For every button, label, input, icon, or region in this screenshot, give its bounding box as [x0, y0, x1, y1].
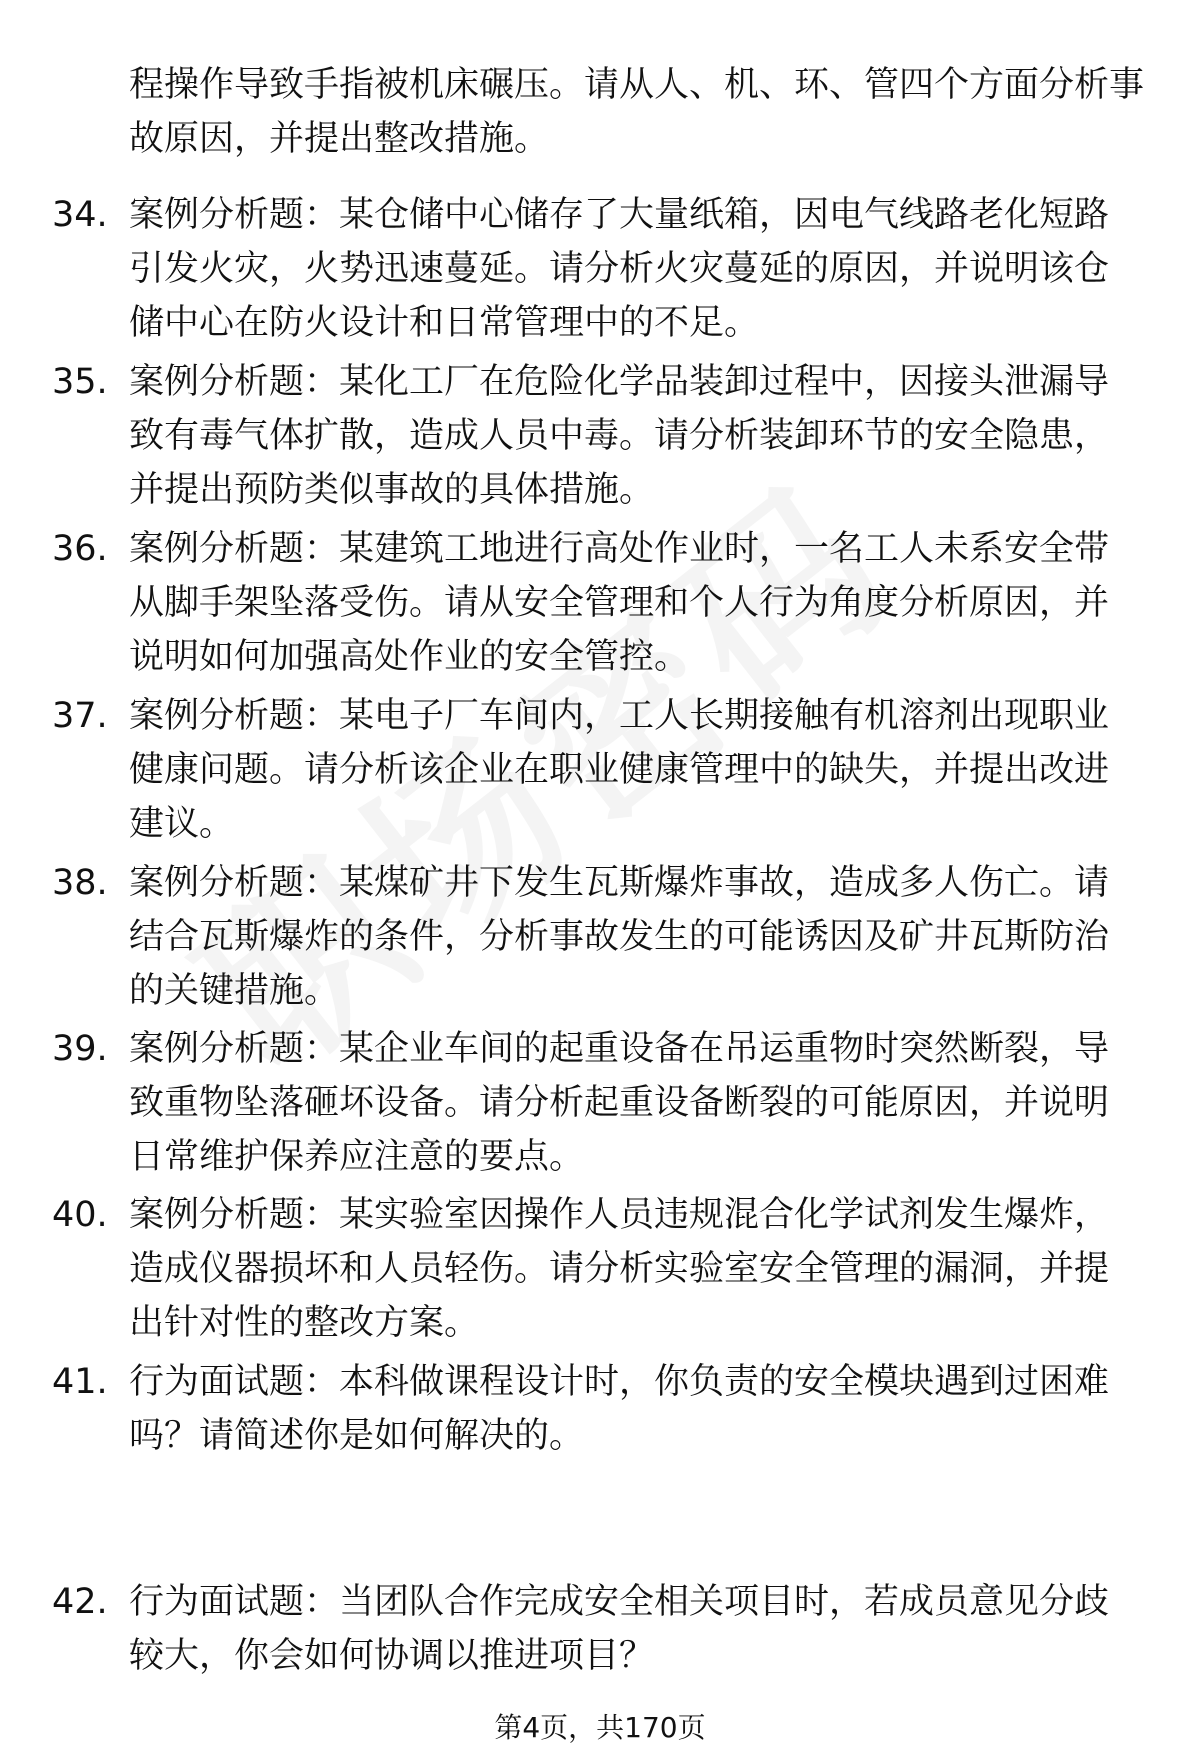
question-text: 案例分析题：某实验室因操作人员违规混合化学试剂发生爆炸，造成仪器损坏和人员轻伤。请分析实验室安全管理的漏洞，并提出针对性的整改方案。: [129, 1195, 1110, 1343]
question-text: 案例分析题：某仓储中心储存了大量纸箱，因电气线路老化短路引发火灾，火势迅速蔓延。请分析火灾蔓延的原因，并说明该仓储中心在防火设计和日常管理中的不足。: [129, 195, 1110, 343]
question-number: 35.: [52, 362, 108, 402]
page-footer: 第4页，共170页: [494, 1711, 706, 1744]
question-text: 案例分析题：某煤矿井下发生瓦斯爆炸事故，造成多人伤亡。请结合瓦斯爆炸的条件，分析事故发生的可能诱因及矿井瓦斯防治的关键措施。: [129, 863, 1110, 1011]
question-36: [52, 522, 1142, 684]
question-number: 37.: [52, 696, 108, 736]
question-38: [52, 856, 1142, 1018]
question-number: 38.: [52, 863, 108, 903]
question-text: 行为面试题：当团队合作完成安全相关项目时，若成员意见分歧较大，你会如何协调以推进项目？: [129, 1582, 1110, 1676]
question-text: 行为面试题：本科做课程设计时，你负责的安全模块遇到过困难吗？请简述你是如何解决的。: [129, 1362, 1110, 1456]
question-40: [52, 1188, 1142, 1350]
question-text: 案例分析题：某电子厂车间内，工人长期接触有机溶剂出现职业健康问题。请分析该企业在职业健康管理中的缺失，并提出改进建议。: [129, 696, 1110, 844]
question-text: 案例分析题：某建筑工地进行高处作业时，一名工人未系安全带从脚手架坠落受伤。请从安全管理和个人行为角度分析原因，并说明如何加强高处作业的安全管控。: [129, 529, 1110, 677]
question-37: [52, 689, 1142, 851]
question-35: [52, 355, 1142, 517]
continuation-text: 程操作导致手指被机床碾压。请从人、机、环、管四个方面分析事故原因，并提出整改措施。: [129, 65, 1145, 159]
question-41: [52, 1355, 1142, 1463]
question-number: 42.: [52, 1582, 108, 1622]
question-number: 34.: [52, 195, 108, 235]
question-number: 36.: [52, 529, 108, 569]
question-text: 案例分析题：某企业车间的起重设备在吊运重物时突然断裂，导致重物坠落砸坏设备。请分析起重设备断裂的可能原因，并说明日常维护保养应注意的要点。: [129, 1029, 1110, 1177]
question-34: [52, 188, 1142, 350]
question-42: [52, 1575, 1142, 1683]
question-number: 40.: [52, 1195, 108, 1235]
question-number: 41.: [52, 1362, 108, 1402]
question-39: [52, 1022, 1142, 1184]
question-text: 案例分析题：某化工厂在危险化学品装卸过程中，因接头泄漏导致有毒气体扩散，造成人员中毒。请分析装卸环节的安全隐患，并提出预防类似事故的具体措施。: [129, 362, 1110, 510]
question-number: 39.: [52, 1029, 108, 1069]
